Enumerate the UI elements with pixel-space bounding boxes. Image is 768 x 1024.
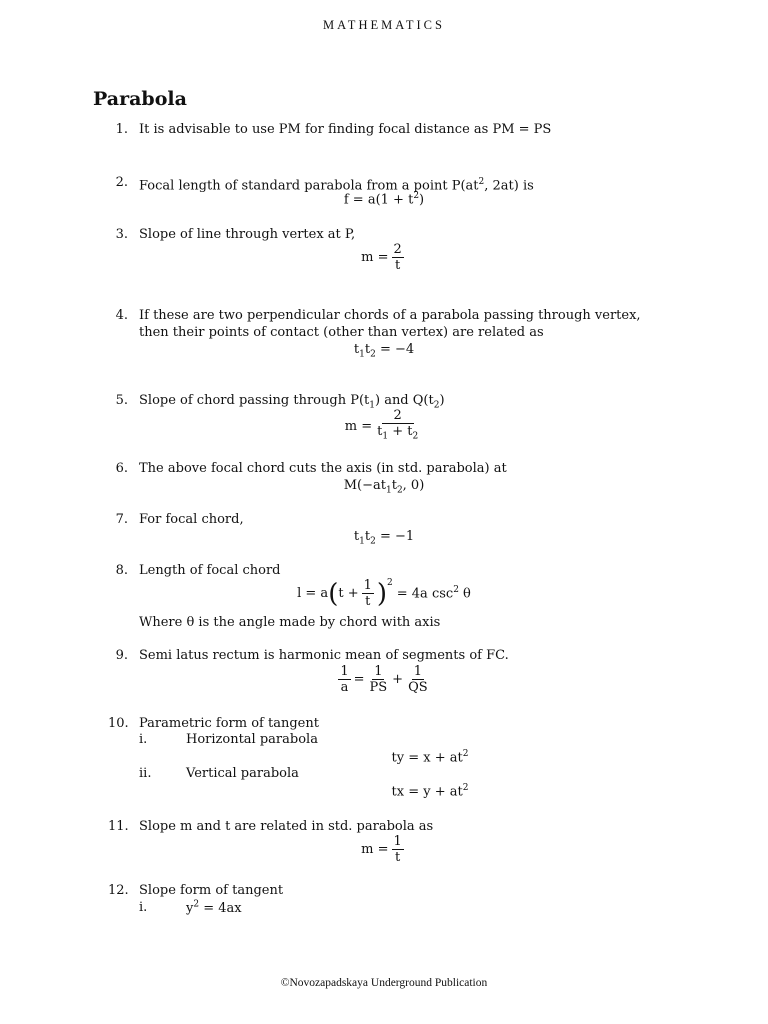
item-number: 2. (115, 175, 128, 190)
item-text: For focal chord, (139, 512, 244, 527)
item-text: Slope of chord passing through $P(t_1)$ and $Q(t_2)$ (139, 393, 445, 411)
item-note: Where θ is the angle made by chord with axis (139, 615, 441, 630)
equation: $\frac{1}{a}$ = $\frac{1}{PS}$ + $\frac{1}{QS}$ (340, 664, 428, 695)
page-header: MATHEMATICS (323, 18, 445, 32)
item-number: 1. (115, 122, 128, 137)
item-number: 4. (115, 308, 128, 323)
item-text: The above focal chord cuts the axis (in std. parabola) at (139, 461, 507, 476)
sub-item-text: Vertical parabola (186, 766, 299, 781)
equation: m = $\frac{2}{t_1 + t_2}$ (344, 408, 419, 442)
sub-item-label: ii. (139, 766, 152, 781)
item-number: 11. (108, 819, 129, 834)
sub-item-equation: $y^2 = 4ax$ (186, 900, 242, 917)
item-text: Slope form of tangent (139, 883, 284, 898)
item-number: 6. (115, 461, 128, 476)
equation: l = a ( t + $\frac{1}{t}$ ) $^2$ = 4a $\csc^2 \theta$ (297, 578, 471, 609)
sub-item-label: i. (139, 732, 148, 747)
page-footer: ©Novozapadskaya Underground Publication (280, 977, 488, 989)
item-text: Semi latus rectum is harmonic mean of segments of FC. (139, 648, 509, 663)
item-number: 7. (115, 512, 128, 527)
equation: tx = $y + at^2$ (391, 783, 469, 800)
equation: $M(-at_1t_2$, 0) (343, 478, 425, 496)
item-text: Focal length of standard parabola from a point $P(at^2$, 2at) is (139, 177, 534, 194)
sub-item-text: Horizontal parabola (186, 732, 318, 747)
equation: m = $\frac{2}{t}$ (361, 242, 402, 273)
item-text: If these are two perpendicular chords of a parabola passing through vertex, then their points of contact (other than vertex) are related as (139, 308, 641, 340)
item-text: It is advisable to use PM for finding focal distance as PM = PS (139, 122, 552, 137)
page-title: Parabola (93, 88, 187, 110)
equation: m = $\frac{1}{t}$ (361, 834, 402, 865)
item-number: 10. (108, 716, 129, 731)
item-number: 5. (115, 393, 128, 408)
item-text: Length of focal chord (139, 563, 281, 578)
equation: $f = a(1 + t^2)$ (343, 191, 425, 208)
item-number: 12. (108, 883, 129, 898)
item-number: 3. (115, 227, 128, 242)
item-text: Slope of line through vertex at P, (139, 227, 356, 242)
equation: $t_1t_2 = -1$ (353, 529, 415, 547)
sub-item-label: i. (139, 900, 148, 915)
item-text: Slope m and t are related in std. parabola as (139, 819, 434, 834)
item-number: 8. (115, 563, 128, 578)
equation: $t_1t_2 = -4$ (353, 342, 415, 360)
item-text: Parametric form of tangent (139, 716, 319, 731)
equation: ty = $x + at^2$ (391, 749, 469, 766)
item-number: 9. (115, 648, 128, 663)
